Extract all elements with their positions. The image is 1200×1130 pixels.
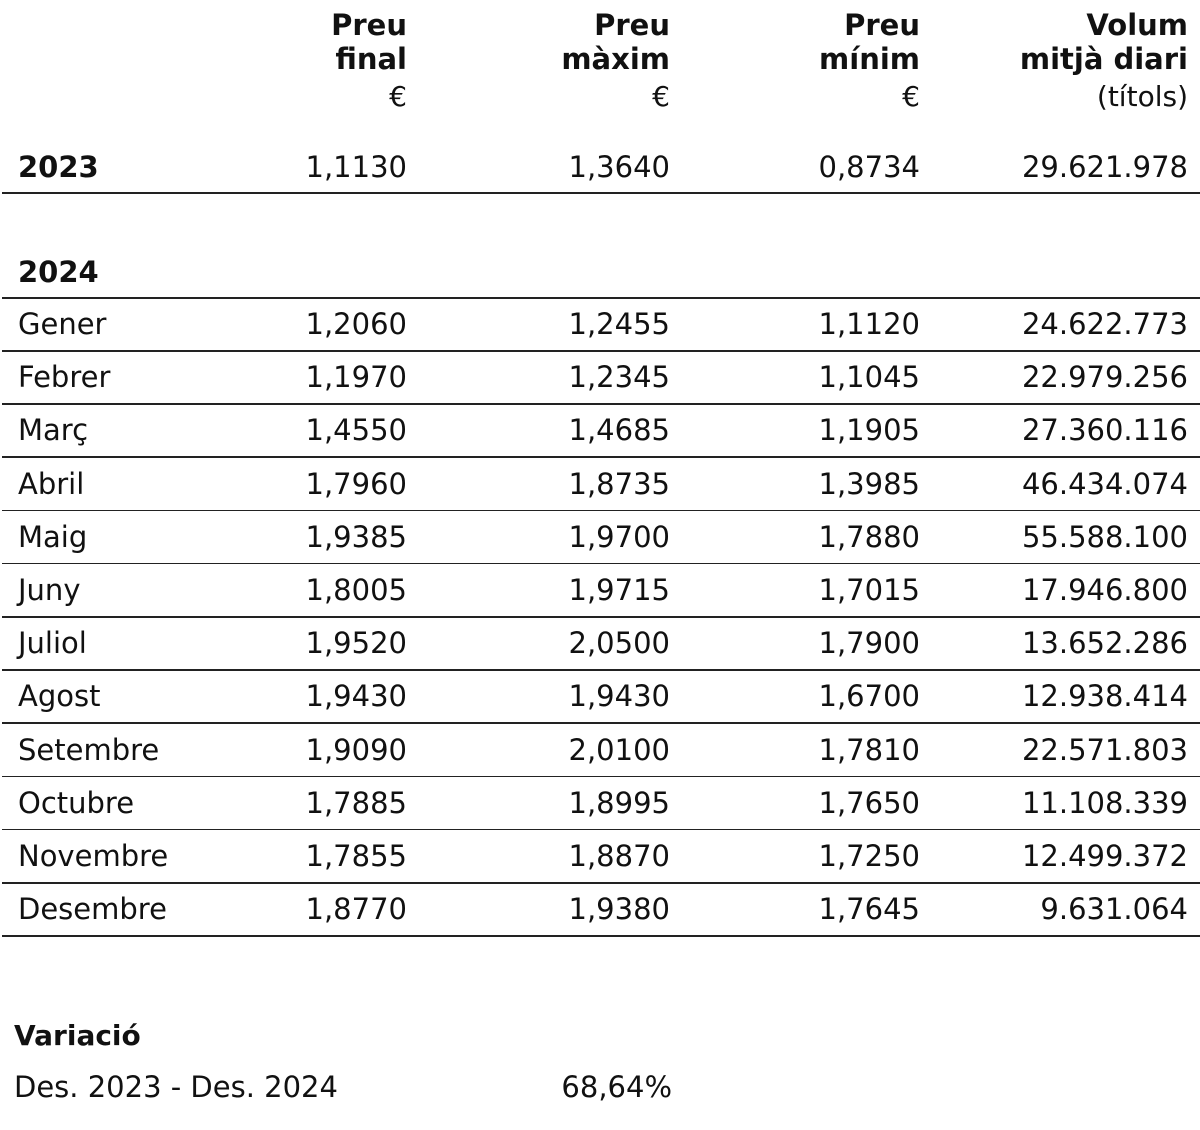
- divider: [2, 935, 1200, 937]
- cell-preu-final: 1,4550: [305, 413, 407, 448]
- variacio-title: Variació: [14, 1019, 141, 1052]
- cell-preu-final: 1,7960: [305, 466, 407, 501]
- row-label: Juny: [18, 573, 81, 607]
- header-unit: €: [902, 80, 920, 113]
- cell-preu-final: 1,8770: [305, 892, 407, 927]
- cell-preu-minim: 1,7015: [818, 573, 920, 607]
- table-row: [0, 564, 1200, 617]
- cell-preu-minim: 1,1045: [818, 360, 920, 395]
- header-line1: Preu: [331, 8, 407, 42]
- row-label: Març: [18, 413, 89, 448]
- cell-preu-minim: 1,3985: [818, 466, 920, 501]
- row-label: Setembre: [18, 732, 160, 767]
- cell-preu-final: 1,2060: [305, 307, 407, 341]
- header-preu-maxim: [561, 8, 670, 114]
- cell-preu-maxim: 1,3640: [568, 150, 670, 184]
- row-label: Novembre: [18, 839, 169, 873]
- table-row: [0, 883, 1200, 936]
- row-label: Maig: [18, 519, 88, 554]
- cell-preu-maxim: 2,0100: [568, 732, 670, 767]
- header-unit: (títols): [1096, 80, 1188, 113]
- table-row: [0, 724, 1200, 777]
- cell-preu-minim: 1,1120: [818, 307, 920, 341]
- row-label: Desembre: [18, 892, 167, 927]
- header-unit: €: [389, 80, 407, 113]
- cell-preu-maxim: 1,9430: [568, 679, 670, 714]
- cell-preu-final: 1,9430: [305, 679, 407, 714]
- cell-preu-minim: 1,7880: [818, 519, 920, 554]
- cell-preu-minim: 1,7250: [818, 839, 920, 873]
- header-line1: Preu: [844, 8, 920, 42]
- cell-preu-maxim: 1,9380: [568, 892, 670, 927]
- cell-volum: 22.571.803: [1021, 732, 1188, 767]
- cell-preu-minim: 1,7650: [818, 785, 920, 820]
- header-preu-minim: [819, 8, 920, 114]
- cell-preu-maxim: 1,2345: [568, 360, 670, 395]
- row-2023: [0, 141, 1200, 194]
- cell-preu-final: 1,7885: [305, 785, 407, 820]
- row-label: Gener: [18, 307, 107, 341]
- row-label: Abril: [18, 466, 85, 501]
- header-unit: €: [652, 80, 670, 113]
- cell-preu-minim: 1,7645: [818, 892, 920, 927]
- table-row: [0, 351, 1200, 404]
- cell-volum: 11.108.339: [1021, 785, 1188, 820]
- row-label: Juliol: [18, 626, 87, 661]
- cell-preu-final: 1,8005: [305, 573, 407, 607]
- cell-volum: 17.946.800: [1021, 573, 1188, 607]
- header-line2: màxim: [561, 42, 670, 76]
- cell-preu-minim: 0,8734: [818, 150, 920, 184]
- row-label: 2023: [18, 150, 99, 184]
- table-row: [0, 458, 1200, 511]
- cell-preu-maxim: 1,4685: [568, 413, 670, 448]
- table-row: [0, 830, 1200, 883]
- divider: [2, 192, 1200, 194]
- header-line2: mitjà diari: [1019, 42, 1188, 76]
- cell-volum: 9.631.064: [1040, 892, 1188, 927]
- table-row: [0, 617, 1200, 670]
- header-line1: Volum: [1086, 8, 1188, 42]
- cell-preu-minim: 1,6700: [818, 679, 920, 714]
- cell-preu-minim: 1,7810: [818, 732, 920, 767]
- cell-volum: 55.588.100: [1021, 519, 1188, 554]
- cell-preu-maxim: 1,9700: [568, 519, 670, 554]
- table-row: [0, 404, 1200, 457]
- cell-volum: 13.652.286: [1021, 626, 1188, 661]
- row-label: Octubre: [18, 785, 135, 820]
- cell-preu-final: 1,1130: [305, 150, 407, 184]
- cell-volum: 24.622.773: [1021, 307, 1188, 341]
- cell-volum: 46.434.074: [1021, 466, 1188, 501]
- cell-preu-maxim: 1,8995: [568, 785, 670, 820]
- cell-preu-final: 1,9385: [305, 519, 407, 554]
- cell-preu-maxim: 2,0500: [568, 626, 670, 661]
- header-line2: final: [335, 42, 407, 76]
- cell-preu-maxim: 1,8870: [568, 839, 670, 873]
- cell-volum: 12.938.414: [1021, 679, 1188, 714]
- variacio-period: Des. 2023 - Des. 2024: [14, 1070, 338, 1104]
- section-2024: [0, 246, 1200, 299]
- table-row: [0, 511, 1200, 564]
- table-row: [0, 298, 1200, 351]
- variacio-value: 68,64%: [561, 1070, 672, 1104]
- cell-preu-maxim: 1,8735: [568, 466, 670, 501]
- table-row: [0, 777, 1200, 830]
- cell-preu-minim: 1,7900: [818, 626, 920, 661]
- header-line1: Preu: [594, 8, 670, 42]
- section-label: 2024: [18, 255, 99, 289]
- cell-volum: 22.979.256: [1021, 360, 1188, 395]
- cell-preu-maxim: 1,9715: [568, 573, 670, 607]
- cell-preu-final: 1,7855: [305, 839, 407, 873]
- header-line2: mínim: [819, 42, 920, 76]
- row-label: Febrer: [18, 360, 111, 395]
- cell-preu-final: 1,9520: [305, 626, 407, 661]
- cell-preu-minim: 1,1905: [818, 413, 920, 448]
- table-row: [0, 670, 1200, 723]
- row-label: Agost: [18, 679, 101, 714]
- header-volum: [1020, 8, 1188, 114]
- cell-preu-final: 1,1970: [305, 360, 407, 395]
- cell-volum: 29.621.978: [1021, 150, 1188, 184]
- cell-volum: 12.499.372: [1021, 839, 1188, 873]
- header-preu-final: [331, 8, 407, 114]
- cell-preu-final: 1,9090: [305, 732, 407, 767]
- cell-volum: 27.360.116: [1021, 413, 1188, 448]
- cell-preu-maxim: 1,2455: [568, 307, 670, 341]
